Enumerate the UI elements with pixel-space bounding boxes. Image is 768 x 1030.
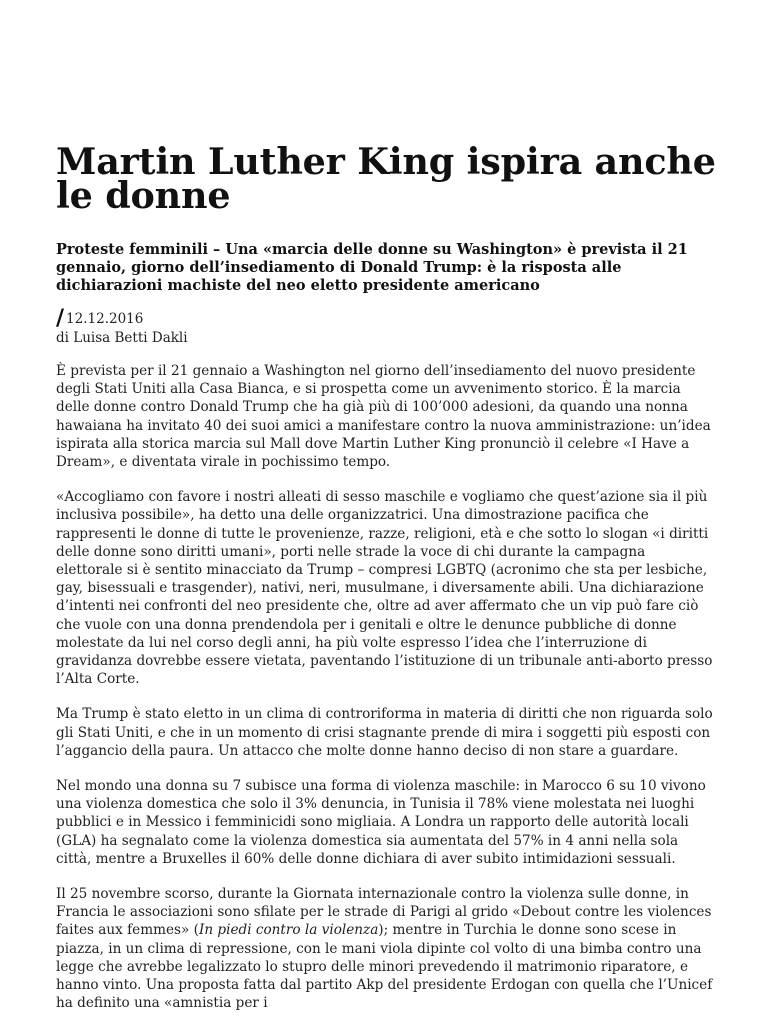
article-date: 12.12.2016 — [66, 311, 144, 327]
slash-separator: / — [56, 306, 65, 331]
paragraph-1: È prevista per il 21 gennaio a Washington nel giorno dell’insediamento del nuovo presidente degli Stati Uniti alla Casa Bianca, e si prospetta come un avvenimento storico. È la marcia delle donne contro Donald Trump che ha già più di 100’000 adesioni, da quando una nonna hawaiana ha invitato 40 dei suoi amici a manifestare contro la nuova amministrazione: un’idea ispirata alla storica marcia sul Mall dove Martin Luther King pronunciò il celebre «I Have a Dream», e diventata virale in pochissimo tempo. — [56, 363, 711, 471]
paragraph-5-after: ); mentre in Turchia le donne sono scese in piazza, in un clima di repressione, con le mani viola dipinte col volto di una bimba contro una legge che avrebbe legalizzato lo stupro delle minori prevedendo il matrimonio riparatore, e hanno vinto. Una proposta fatta dal partito Akp del presidente Erdogan con quella che l’Unicef ha definito una «amnistia per i — [56, 922, 713, 1012]
paragraph-4: Nel mondo una donna su 7 subisce una forma di violenza maschile: in Marocco 6 su 10 vivono una violenza domestica che solo il 3% denuncia, in Tunisia il 78% viene molestata nei luoghi pubblici e in Messico i femminicidi sono migliaia. A Londra un rapporto delle autorità locali (GLA) ha segnalato come la violenza domestica sia aumentata del 57% in 4 anni nella sola città, mentre a Bruxelles il 60% delle donne dichiara di aver subito intimidazioni sessuali. — [56, 778, 706, 867]
paragraph-3: Ma Trump è stato eletto in un clima di controriforma in materia di diritti che non riguarda solo gli Stati Uniti, e che in un momento di crisi stagnante prende di mira i soggetti più esposti con l’aggancio della paura. Un attacco che molte donne hanno deciso di non stare a guardare. — [56, 706, 713, 759]
article-lead: Proteste femminili – Una «marcia delle donne su Washington» è prevista il 21 gennaio, giorno dell’insediamento di Donald Trump: è la risposta alle dichiarazioni machiste del neo eletto presidente americano — [56, 241, 688, 294]
article-body — [56, 362, 716, 1030]
paragraph-5-italic: In piedi contro la violenza — [198, 922, 379, 939]
article-title: Martin Luther King ispira anche le donne — [56, 140, 716, 217]
article-meta — [56, 308, 188, 346]
article-author: di Luisa Betti Dakli — [56, 330, 188, 346]
paragraph-5 — [56, 885, 716, 1012]
paragraph-2: «Accogliamo con favore i nostri alleati di sesso maschile e vogliamo che quest’azione sia il più inclusiva possibile», ha detto una delle organizzatrici. Una dimostrazione pacifica che rappresenti le donne di tutte le provenienze, razze, religioni, età e che sotto lo slogan «i diritti delle donne sono diritti umani», porti nelle strade la voce di chi durante la campagna elettorale si è sentito minacciato da Trump – compresi LGBTQ (acronimo che sta per lesbiche, gay, bisessuali e trasgender), nativi, neri, musulmane, i diversamente abili. Una dichiarazione d’intenti nei confronti del neo presidente che, oltre ad aver affermato che un vip può fare ciò che vuole con una donna prendendola per i genitali e oltre le denunce pubbliche di donne molestate da lui nel corso degli anni, ha più volte espresso l’idea che l’interruzione di gravidanza dovrebbe essere vietata, paventando l’istituzione di un tribunale anti-aborto presso l’Alta Corte. — [56, 489, 713, 688]
paragraph-5-before: Il 25 novembre scorso, durante la Giornata internazionale contro la violenza sulle donne, in Francia le associazioni sono sfilate per le strade di Parigi al grido «Debout contre les violences faites aux femmes» ( — [56, 886, 712, 939]
